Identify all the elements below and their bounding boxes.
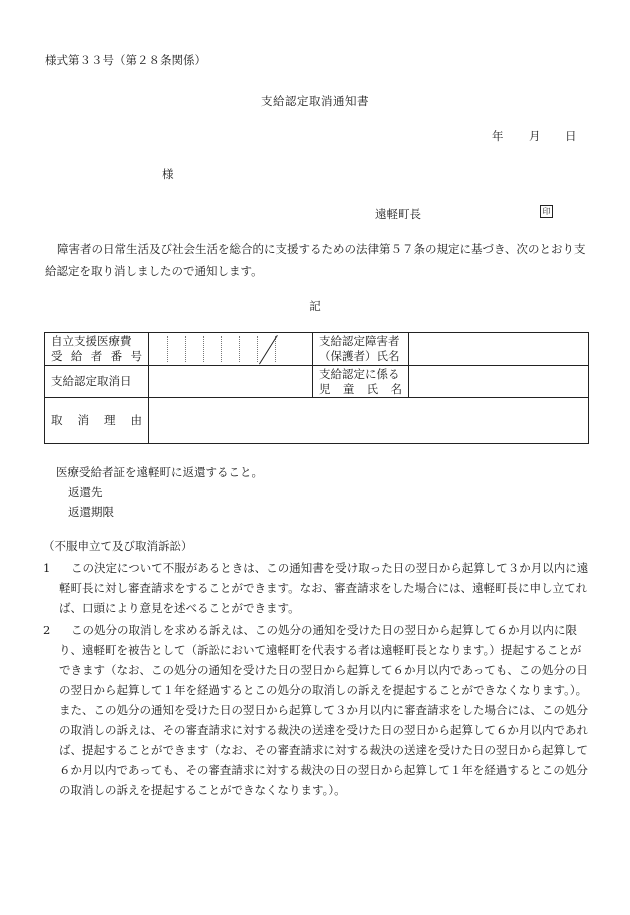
- cancel-reason-label: 取 消 理 由: [45, 398, 149, 444]
- appeal-item-number: 1: [43, 561, 51, 575]
- form-number: 様式第３３号（第２８条関係）: [45, 53, 206, 67]
- return-deadline-label: 返還期限: [68, 505, 114, 519]
- recipient-name-label: 支給認定障害者 （保護者）氏名: [313, 333, 409, 366]
- seal-mark: 印: [540, 205, 553, 218]
- appeal-heading: （不服申立て及び取消訴訟）: [43, 539, 193, 553]
- document-title: 支給認定取消通知書: [261, 94, 369, 108]
- info-table: [44, 332, 589, 444]
- appeal-item-2: [43, 620, 591, 800]
- date-year-label: 年: [492, 129, 504, 143]
- appeal-item-number: 2: [43, 623, 51, 637]
- beneficiary-number-field[interactable]: [149, 333, 313, 366]
- recipient-honorific: 様: [162, 167, 174, 181]
- appeal-item-1: [43, 558, 591, 618]
- cancel-date-label: 支給認定取消日: [45, 366, 149, 398]
- appeal-section: [43, 536, 591, 800]
- cancel-reason-field[interactable]: [149, 398, 589, 444]
- date-day-label: 日: [565, 129, 577, 143]
- return-instruction: 医療受給者証を遠軽町に返還すること。: [56, 465, 263, 479]
- child-name-label-line2: 児 童 氏 名: [319, 381, 402, 396]
- beneficiary-number-label: 自立支援医療費 受 給 者 番 号: [45, 333, 149, 366]
- issuer-name: 遠軽町長: [375, 207, 421, 221]
- appeal-item-text: この決定について不服があるときは、この通知書を受け取った日の翌日から起算して３か月以内に遠軽町長に対し審査請求をすることができます。なお、審査請求をした場合には、遠軽町長に申し立てれば、口頭により意見を述べることができます。: [59, 561, 589, 615]
- appeal-item-text: この処分の取消しを求める訴えは、この処分の通知を受けた日の翌日から起算して６か月以内に限り、遠軽町を被告として（訴訟において遠軽町を代表する者は遠軽町長となります。）提起することができます（なお、この処分の通知を受けた日の翌日から起算して６か月以内であっても、この処分の日の翌日から起算して１年を経過するとこの処分の取消しの訴えを提起することができなくなります。）。また、この処分の通知を受けた日の翌日から起算して３か月以内に審査請求をした場合には、この処分の取消しの訴えは、その審査請求に対する裁決の送達を受けた日の翌日から起算して６か月以内であれば、提起することができます（なお、その審査請求に対する裁決の送達を受けた日の翌日から起算して６か月以内であっても、その審査請求に対する裁決の日の翌日から起算して１年を経過するとこの処分の取消しの訴えを提起することができなくなります。）。: [59, 623, 588, 797]
- table-row-beneficiary-number: [45, 333, 589, 366]
- intro-paragraph: 障害者の日常生活及び社会生活を総合的に支援するための法律第５７条の規定に基づき、次のとおり支給認定を取り消しましたので通知します。: [45, 242, 586, 278]
- cancel-date-field[interactable]: [149, 366, 313, 398]
- child-name-field[interactable]: [409, 366, 589, 398]
- child-name-label: 支給認定に係る 児 童 氏 名: [313, 366, 409, 398]
- beneficiary-number-label-line2: 受 給 者 番 号: [51, 349, 142, 363]
- return-destination-label: 返還先: [68, 485, 103, 499]
- date-month-label: 月: [529, 129, 541, 143]
- table-row-cancel-reason: [45, 398, 589, 444]
- return-notes: [56, 462, 263, 522]
- table-row-cancel-date: [45, 366, 589, 398]
- ki-heading: 記: [309, 299, 321, 313]
- recipient-name-field[interactable]: [409, 333, 589, 366]
